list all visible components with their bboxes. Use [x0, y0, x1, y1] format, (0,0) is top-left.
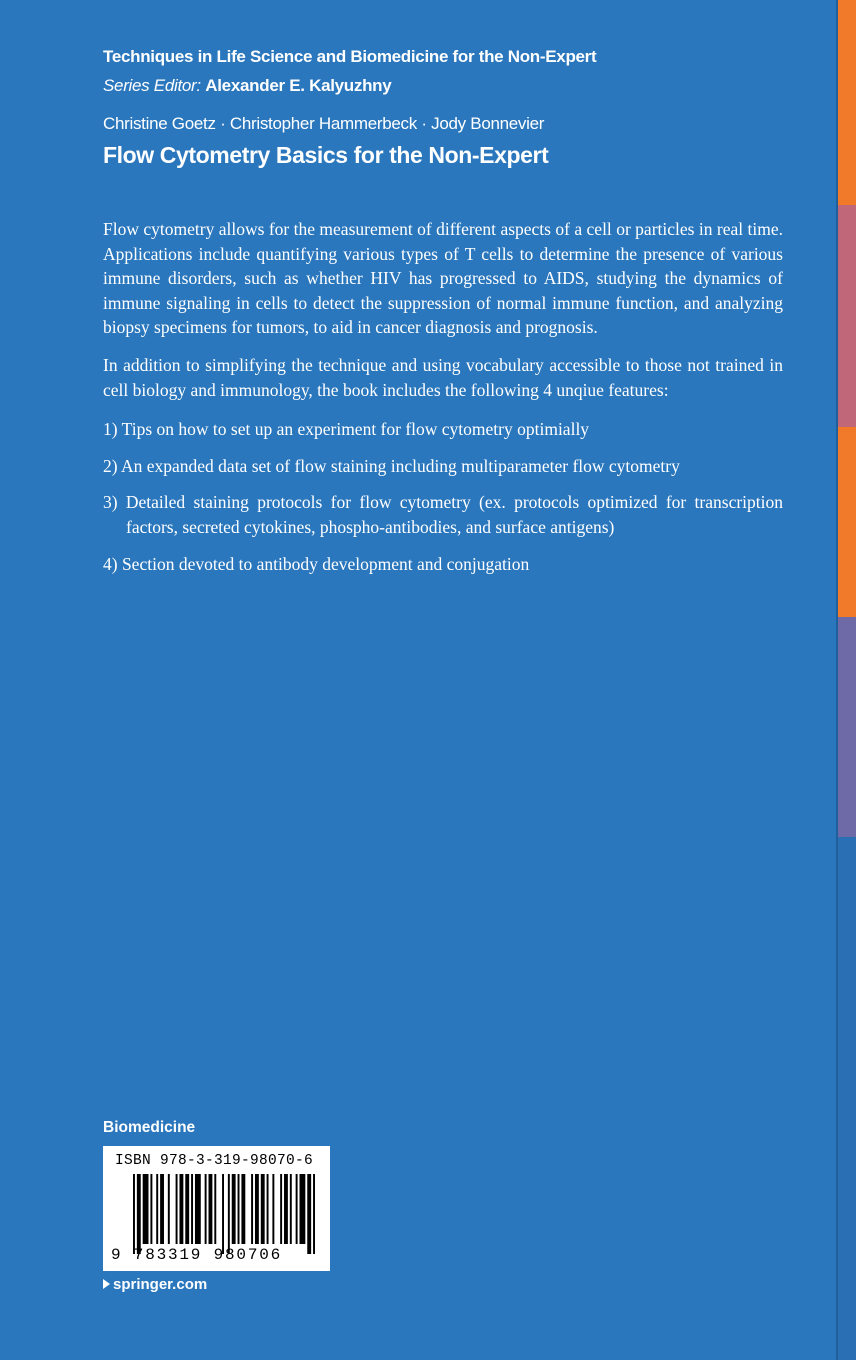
series-editor — [103, 76, 391, 96]
subject-category: Biomedicine — [103, 1119, 196, 1136]
spine-segment-orange — [838, 0, 856, 205]
book-title: Flow Cytometry Basics for the Non-Expert — [103, 142, 549, 168]
arrow-right-icon — [103, 1279, 110, 1289]
series-editor-name: Alexander E. Kalyuzhny — [205, 76, 392, 95]
barcode-digits: 9 783319 980706 — [111, 1246, 283, 1264]
description — [103, 217, 783, 588]
website-text[interactable]: springer.com — [113, 1276, 208, 1293]
spine-color-strip — [838, 0, 856, 1360]
spine-segment-rose — [838, 205, 856, 427]
series-editor-label: Series Editor: — [103, 76, 201, 95]
authors: Christine Goetz · Christopher Hammerbeck · Jody Bonnevier — [103, 114, 545, 133]
isbn-label: ISBN 978-3-319-98070-6 — [115, 1153, 314, 1169]
feature-item: 2) An expanded data set of flow staining including multiparameter flow cytometry — [103, 455, 680, 476]
barcode-box — [103, 1146, 330, 1271]
spine-segment-purple — [838, 617, 856, 837]
features-list — [103, 417, 783, 576]
description-paragraph-1: Flow cytometry allows for the measurement of different aspects of a cell or particles in real time. Applications include quantifying various types of T cells to determine the presence of various immune disorders, such as whether HIV has progressed to AIDS, studying the dynamics of immune signaling in cells to detect the suppression of normal immune function, and analyzing biopsy specimens for tumors, to aid in cancer diagnosis and prognosis. — [103, 219, 783, 338]
website-link[interactable] — [103, 1276, 207, 1293]
description-paragraph-2: In addition to simplifying the technique and using vocabulary accessible to those not trained in cell biology and immunology, the book includes the following 4 unqiue features: — [103, 354, 783, 400]
barcode-icon — [133, 1174, 315, 1254]
series-title: Techniques in Life Science and Biomedicine for the Non-Expert — [103, 47, 597, 66]
feature-item: 1) Tips on how to set up an experiment for flow cytometry optimially — [103, 419, 590, 440]
spine-segment-orange-2 — [838, 427, 856, 617]
feature-item: 4) Section devoted to antibody development and conjugation — [103, 553, 530, 574]
feature-item: 3) Detailed staining protocols for flow cytometry (ex. protocols optimized for transcription factors, secreted cytokines, phospho-antibodies, and surface antigens) — [103, 492, 783, 537]
